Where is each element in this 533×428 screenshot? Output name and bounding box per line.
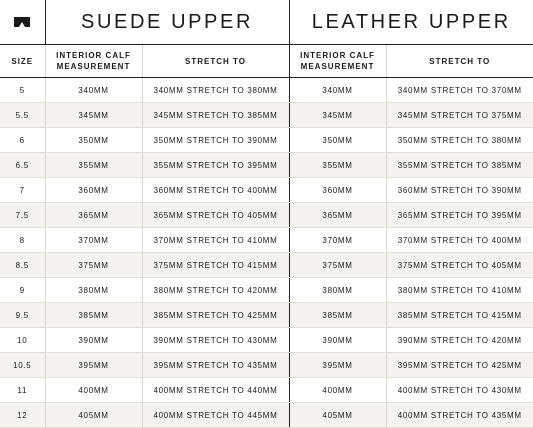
suede-calf-cell: 405MM	[45, 403, 142, 428]
table-row	[0, 328, 533, 353]
leather-calf-cell: 405MM	[289, 403, 386, 428]
size-cell: 6	[0, 128, 45, 153]
leather-stretch-cell: 380MM STRETCH TO 410MM	[386, 278, 533, 303]
boot-logo-icon	[13, 16, 31, 28]
table-row	[0, 353, 533, 378]
suede-stretch-cell: 355MM STRETCH TO 395MM	[142, 153, 289, 178]
suede-calf-cell: 340MM	[45, 78, 142, 103]
suede-stretch-cell: 345MM STRETCH TO 385MM	[142, 103, 289, 128]
suede-calf-cell: 385MM	[45, 303, 142, 328]
leather-stretch-cell: 390MM STRETCH TO 420MM	[386, 328, 533, 353]
leather-calf-cell: 395MM	[289, 353, 386, 378]
leather-stretch-cell: 370MM STRETCH TO 400MM	[386, 228, 533, 253]
suede-stretch-cell: 385MM STRETCH TO 425MM	[142, 303, 289, 328]
suede-calf-header	[45, 45, 142, 78]
table-row	[0, 278, 533, 303]
size-cell: 9	[0, 278, 45, 303]
leather-stretch-cell: 400MM STRETCH TO 435MM	[386, 403, 533, 428]
suede-calf-cell: 395MM	[45, 353, 142, 378]
suede-calf-cell: 380MM	[45, 278, 142, 303]
suede-stretch-cell: 380MM STRETCH TO 420MM	[142, 278, 289, 303]
leather-stretch-cell: 360MM STRETCH TO 390MM	[386, 178, 533, 203]
suede-stretch-cell: 400MM STRETCH TO 440MM	[142, 378, 289, 403]
size-cell: 10	[0, 328, 45, 353]
leather-calf-cell: 345MM	[289, 103, 386, 128]
table-row	[0, 403, 533, 428]
size-cell: 12	[0, 403, 45, 428]
leather-calf-cell: 370MM	[289, 228, 386, 253]
leather-upper-title-cell	[289, 0, 533, 45]
table-row	[0, 253, 533, 278]
suede-stretch-cell: 375MM STRETCH TO 415MM	[142, 253, 289, 278]
suede-calf-cell: 375MM	[45, 253, 142, 278]
leather-stretch-cell: 400MM STRETCH TO 430MM	[386, 378, 533, 403]
leather-calf-cell: 355MM	[289, 153, 386, 178]
suede-calf-cell: 355MM	[45, 153, 142, 178]
suede-stretch-cell: 400MM STRETCH TO 445MM	[142, 403, 289, 428]
leather-stretch-cell: 355MM STRETCH TO 385MM	[386, 153, 533, 178]
leather-calf-cell: 375MM	[289, 253, 386, 278]
suede-stretch-cell: 350MM STRETCH TO 390MM	[142, 128, 289, 153]
table-row	[0, 303, 533, 328]
leather-stretch-cell: 365MM STRETCH TO 395MM	[386, 203, 533, 228]
size-cell: 8	[0, 228, 45, 253]
leather-calf-cell: 360MM	[289, 178, 386, 203]
table-row	[0, 78, 533, 103]
leather-calf-cell: 385MM	[289, 303, 386, 328]
size-cell: 6.5	[0, 153, 45, 178]
leather-upper-title: LEATHER UPPER	[311, 10, 511, 33]
size-rows	[0, 78, 533, 428]
suede-stretch-cell: 360MM STRETCH TO 400MM	[142, 178, 289, 203]
column-header-row	[0, 45, 533, 78]
table-row	[0, 153, 533, 178]
leather-calf-header-line1: INTERIOR CALF	[300, 51, 375, 60]
leather-stretch-cell: 385MM STRETCH TO 415MM	[386, 303, 533, 328]
leather-stretch-cell: 350MM STRETCH TO 380MM	[386, 128, 533, 153]
title-row	[0, 0, 533, 45]
table-row	[0, 128, 533, 153]
leather-stretch-cell: 395MM STRETCH TO 425MM	[386, 353, 533, 378]
leather-calf-cell: 350MM	[289, 128, 386, 153]
suede-stretch-cell: 340MM STRETCH TO 380MM	[142, 78, 289, 103]
leather-calf-cell: 380MM	[289, 278, 386, 303]
suede-stretch-cell: 365MM STRETCH TO 405MM	[142, 203, 289, 228]
size-cell: 11	[0, 378, 45, 403]
table-row	[0, 203, 533, 228]
suede-upper-title-cell	[45, 0, 289, 45]
suede-calf-cell: 350MM	[45, 128, 142, 153]
suede-calf-header-line2: MEASUREMENT	[56, 62, 131, 71]
table-row	[0, 378, 533, 403]
leather-stretch-header: STRETCH TO	[386, 45, 533, 78]
suede-calf-cell: 360MM	[45, 178, 142, 203]
leather-stretch-cell: 345MM STRETCH TO 375MM	[386, 103, 533, 128]
leather-stretch-cell: 340MM STRETCH TO 370MM	[386, 78, 533, 103]
size-header: SIZE	[0, 45, 45, 78]
suede-stretch-header: STRETCH TO	[142, 45, 289, 78]
table-row	[0, 178, 533, 203]
suede-upper-title: SUEDE UPPER	[81, 10, 253, 33]
suede-stretch-cell: 370MM STRETCH TO 410MM	[142, 228, 289, 253]
suede-calf-header-line1: INTERIOR CALF	[56, 51, 131, 60]
leather-calf-cell: 400MM	[289, 378, 386, 403]
leather-calf-header	[289, 45, 386, 78]
size-cell: 7.5	[0, 203, 45, 228]
suede-calf-cell: 400MM	[45, 378, 142, 403]
leather-calf-cell: 365MM	[289, 203, 386, 228]
size-cell: 8.5	[0, 253, 45, 278]
suede-stretch-cell: 390MM STRETCH TO 430MM	[142, 328, 289, 353]
suede-calf-cell: 370MM	[45, 228, 142, 253]
brand-cell	[0, 0, 45, 45]
leather-calf-cell: 390MM	[289, 328, 386, 353]
suede-calf-cell: 365MM	[45, 203, 142, 228]
table-row	[0, 103, 533, 128]
leather-stretch-cell: 375MM STRETCH TO 405MM	[386, 253, 533, 278]
size-cell: 7	[0, 178, 45, 203]
suede-stretch-cell: 395MM STRETCH TO 435MM	[142, 353, 289, 378]
size-cell: 10.5	[0, 353, 45, 378]
size-cell: 5.5	[0, 103, 45, 128]
size-cell: 9.5	[0, 303, 45, 328]
suede-calf-cell: 345MM	[45, 103, 142, 128]
suede-calf-cell: 390MM	[45, 328, 142, 353]
leather-calf-header-line2: MEASUREMENT	[300, 62, 375, 71]
size-cell: 5	[0, 78, 45, 103]
leather-calf-cell: 340MM	[289, 78, 386, 103]
table-row	[0, 228, 533, 253]
